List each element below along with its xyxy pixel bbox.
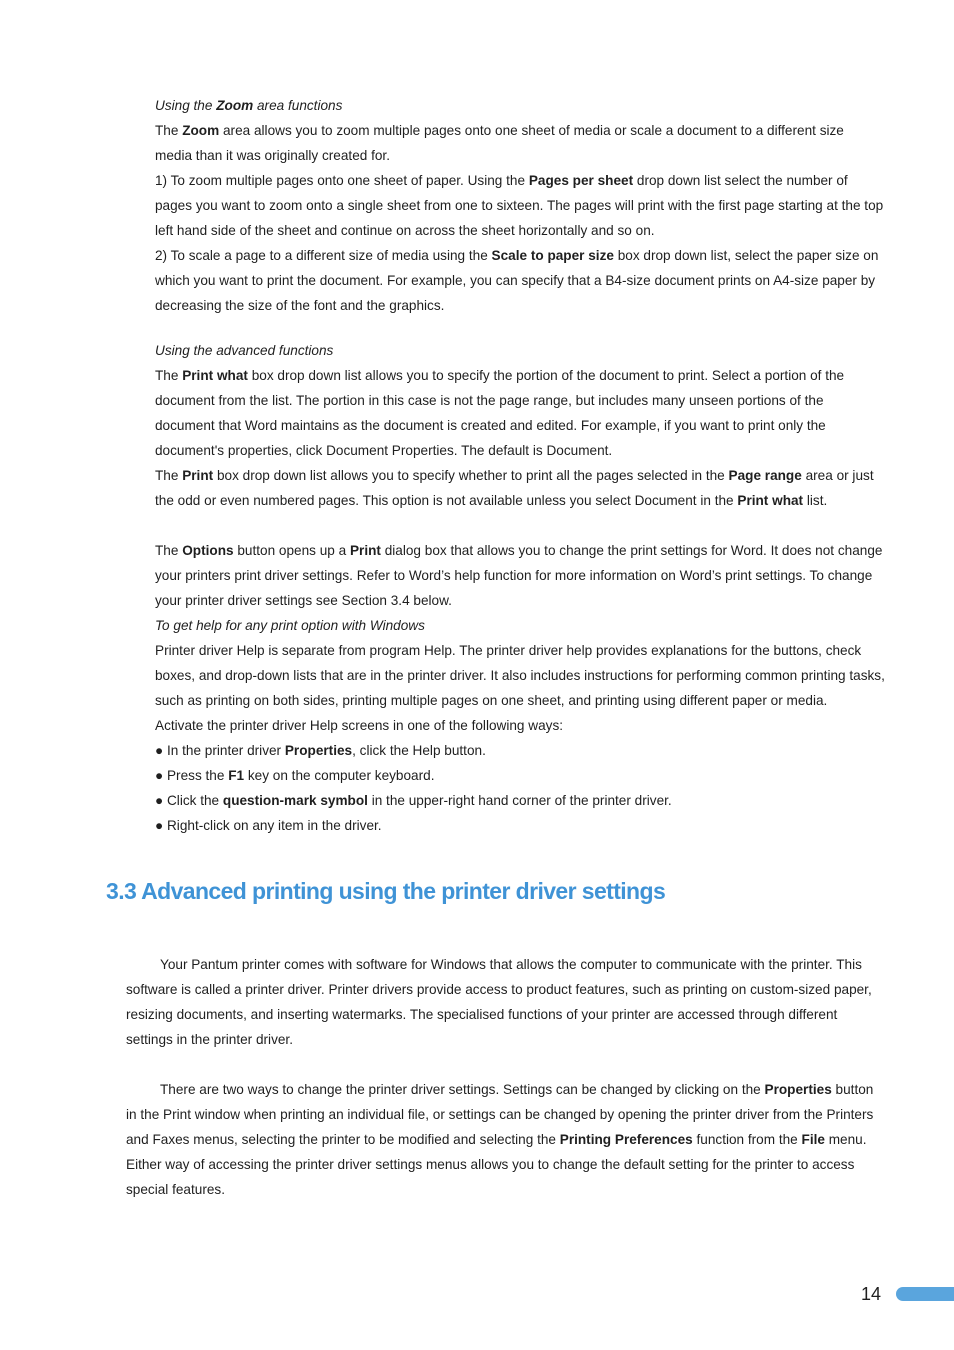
intro-text-line: Your Pantum printer comes with software for Windows that allows the computer to communicate with the printer. This	[160, 957, 862, 972]
help-heading: To get help for any print option with Windows	[155, 618, 425, 633]
zoom-text-line: pages you want to zoom onto a single sheet from one to sixteen. The pages will print with the first page starting at the top	[155, 198, 884, 213]
zoom-text-line: media than it was originally created for.	[155, 148, 390, 163]
ways-text-line: There are two ways to change the printer driver settings. Settings can be changed by clicking on the Properties button	[160, 1082, 874, 1097]
bullet-item: ● Press the F1 key on the computer keyboard.	[155, 768, 435, 783]
ways-paragraph	[126, 1077, 874, 1202]
advanced-text-line: document from the list. The portion in this case is not the page range, but includes many unseen portions of the	[155, 393, 824, 408]
advanced-text-line: document's properties, click Document Properties. The default is Document.	[155, 443, 613, 458]
zoom-heading: Using the Zoom area functions	[155, 98, 343, 113]
zoom-text-line: which you want to print the document. For example, you can specify that a B4-size document prints on A4-size paper by	[155, 273, 876, 288]
bullet-item: ● Right-click on any item in the driver.	[155, 818, 382, 833]
ways-text-line: Either way of accessing the printer driver settings menus allows you to change the default setting for the printer to access	[126, 1157, 855, 1172]
intro-text-line: resizing documents, and inserting watermarks. The specialised functions of your printer are accessed through different	[126, 1007, 838, 1022]
options-text-line: The Options button opens up a Print dialog box that allows you to change the print settings for Word. It does not change	[155, 543, 883, 558]
advanced-section	[155, 338, 874, 513]
advanced-text-line: The Print what box drop down list allows you to specify the portion of the document to print. Select a portion of the	[155, 368, 845, 383]
help-text-line: Activate the printer driver Help screens in one of the following ways:	[155, 718, 564, 733]
intro-text-line: settings in the printer driver.	[126, 1032, 293, 1047]
zoom-text-line: The Zoom area allows you to zoom multiple pages onto one sheet of media or scale a document to a different size	[155, 123, 844, 138]
options-section	[155, 538, 885, 838]
zoom-section	[155, 93, 884, 318]
page-tab-decoration	[896, 1287, 954, 1301]
help-text-line: such as printing on both sides, printing multiple pages on one sheet, and printing using different paper or media.	[155, 693, 828, 708]
ways-text-line: special features.	[126, 1182, 225, 1197]
zoom-text-line: left hand side of the sheet and continue on across the sheet horizontally and so on.	[155, 223, 655, 238]
section-heading: 3.3 Advanced printing using the printer driver settings	[106, 878, 666, 904]
bullet-item: ● Click the question-mark symbol in the upper-right hand corner of the printer driver.	[155, 793, 672, 808]
intro-paragraph	[126, 952, 872, 1052]
advanced-text-line: The Print box drop down list allows you to specify whether to print all the pages selected in the Page range area or just	[155, 468, 874, 483]
zoom-text-line: decreasing the size of the font and the graphics.	[155, 298, 445, 313]
options-text-line: your printers print driver settings. Refer to Word’s help function for more information on Word’s print settings. To change	[155, 568, 873, 583]
zoom-text-line: 2) To scale a page to a different size of media using the Scale to paper size box drop down list, select the paper size on	[155, 248, 879, 263]
intro-text-line: software is called a printer driver. Printer drivers provide access to product features, such as printing on custom-sized paper,	[126, 982, 872, 997]
ways-text-line: in the Print window when printing an individual file, or settings can be changed by opening the printer driver from the Printers	[126, 1107, 874, 1122]
options-text-line: your printer driver settings see Section 3.4 below.	[155, 593, 452, 608]
advanced-text-line: the odd or even numbered pages. This option is not available unless you select Document in the Print what list.	[155, 493, 828, 508]
help-text-line: Printer driver Help is separate from program Help. The printer driver help provides explanations for the buttons, check	[155, 643, 862, 658]
ways-text-line: and Faxes menus, selecting the printer to be modified and selecting the Printing Preferences function from the File menu.	[126, 1132, 867, 1147]
advanced-heading: Using the advanced functions	[155, 343, 334, 358]
bullet-item: ● In the printer driver Properties, click the Help button.	[155, 743, 486, 758]
page-number: 14	[861, 1284, 882, 1304]
help-text-line: boxes, and drop-down lists that are in the printer driver. It also includes instructions for performing common printing tasks,	[155, 668, 885, 683]
zoom-text-line: 1) To zoom multiple pages onto one sheet of paper. Using the Pages per sheet drop down list select the number of	[155, 173, 848, 188]
advanced-text-line: document that Word maintains as the document is created and edited. For example, if you want to print only the	[155, 418, 826, 433]
